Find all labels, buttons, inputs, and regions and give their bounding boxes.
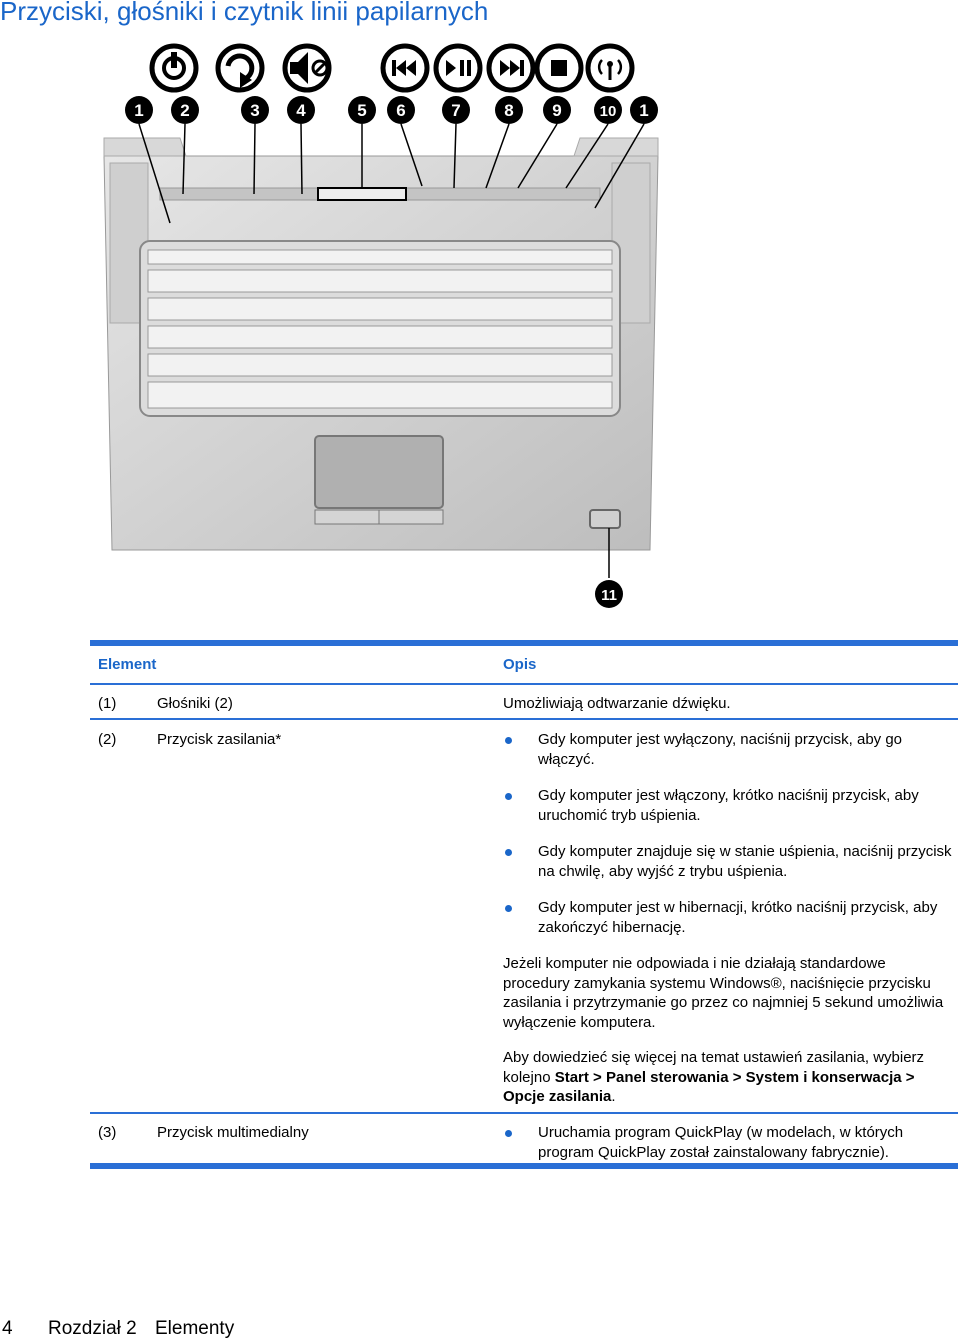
callout-6 (387, 96, 415, 124)
row2-num: (2) (98, 731, 117, 748)
row2-bullet-3: Gdy komputer znajduje się w stanie uśpienia, naciśnij przycisk na chwilę, aby wyjść z trybu uśpienia. (538, 843, 952, 880)
callout-11 (595, 580, 623, 608)
callout-2 (171, 96, 199, 124)
table-bottom-rule (90, 1163, 958, 1169)
row2-bullet-2: Gdy komputer jest włączony, krótko naciśnij przycisk, aby uruchomić tryb uśpienia. (538, 787, 919, 824)
row1-description: Umożliwiają odtwarzanie dźwięku. (503, 695, 731, 712)
svg-text:1: 1 (639, 101, 649, 120)
row2-name: Przycisk zasilania* (157, 731, 282, 748)
svg-text:9: 9 (552, 101, 562, 120)
row2-rule (90, 1112, 958, 1114)
menu-path-opcje: Opcje zasilania (503, 1088, 612, 1105)
row2-bullet-4: Gdy komputer jest w hibernacji, krótko naciśnij przycisk, aby zakończyć hibernację. (538, 899, 938, 936)
quickplay-icon (218, 46, 262, 90)
svg-text:7: 7 (451, 101, 461, 120)
callout-1b (630, 96, 658, 124)
row1-num: (1) (98, 695, 117, 712)
svg-text:2: 2 (180, 101, 190, 120)
row3-num: (3) (98, 1124, 117, 1141)
row1-name: Głośniki (2) (157, 695, 233, 712)
menu-path-start: Start (554, 1068, 589, 1086)
header-element: Element (98, 656, 157, 673)
menu-path-system: System i konserwacja (745, 1068, 902, 1086)
header-rule (90, 683, 958, 685)
footer-chapter: Rozdział 2 (48, 1318, 137, 1339)
svg-text:1: 1 (134, 101, 144, 120)
callout-4 (287, 96, 315, 124)
bullet (505, 737, 512, 744)
callout-9 (543, 96, 571, 124)
row2-note-2: Aby dowiedzieć się więcej na temat ustawień zasilania, wybierz kolejno Start > Panel sterowania > System i konserwacja > Opcje zasilania. (503, 1049, 925, 1105)
row2-bullet-1: Gdy komputer jest wyłączony, naciśnij przycisk, aby go włączyć. (538, 731, 903, 768)
svg-text:8: 8 (504, 101, 514, 120)
table-top-rule (90, 640, 958, 646)
callout-8 (495, 96, 523, 124)
bullet (505, 849, 512, 856)
svg-text:10: 10 (599, 103, 617, 120)
callout-5 (348, 96, 376, 124)
callout-1 (125, 96, 153, 124)
svg-text:11: 11 (601, 587, 617, 604)
power-icon (152, 46, 196, 90)
row1-rule (90, 718, 958, 720)
svg-text:4: 4 (296, 101, 306, 120)
media-buttons-group (383, 46, 632, 90)
footer-section: Elementy (155, 1318, 235, 1339)
svg-text:3: 3 (250, 101, 260, 120)
footer-page-number: 4 (2, 1318, 13, 1339)
laptop-top-view-figure (90, 38, 670, 613)
svg-text:5: 5 (357, 101, 367, 120)
header-opis: Opis (503, 656, 537, 673)
page-title: Przyciski, głośniki i czytnik linii papilarnych (0, 0, 489, 26)
callout-10 (594, 96, 622, 124)
mute-icon (285, 46, 329, 90)
callout-3 (241, 96, 269, 124)
callout-7 (442, 96, 470, 124)
bullet (505, 793, 512, 800)
menu-path-panel: Panel sterowania (606, 1068, 729, 1086)
bullet (505, 905, 512, 912)
row2-note-1: Jeżeli komputer nie odpowiada i nie działają standardowe procedury zamykania systemu Windows®, naciśnięcie przycisku zasilania i przytrzymanie go przez co najmniej 5 sekund umożliwia wyłączenie komputera. (503, 955, 944, 1031)
svg-text:6: 6 (396, 101, 406, 120)
bullet (505, 1130, 512, 1137)
row3-bullet-1: Uruchamia program QuickPlay (w modelach, w których program QuickPlay został zainstalowany fabrycznie). (538, 1124, 904, 1161)
row3-name: Przycisk multimedialny (157, 1124, 309, 1141)
